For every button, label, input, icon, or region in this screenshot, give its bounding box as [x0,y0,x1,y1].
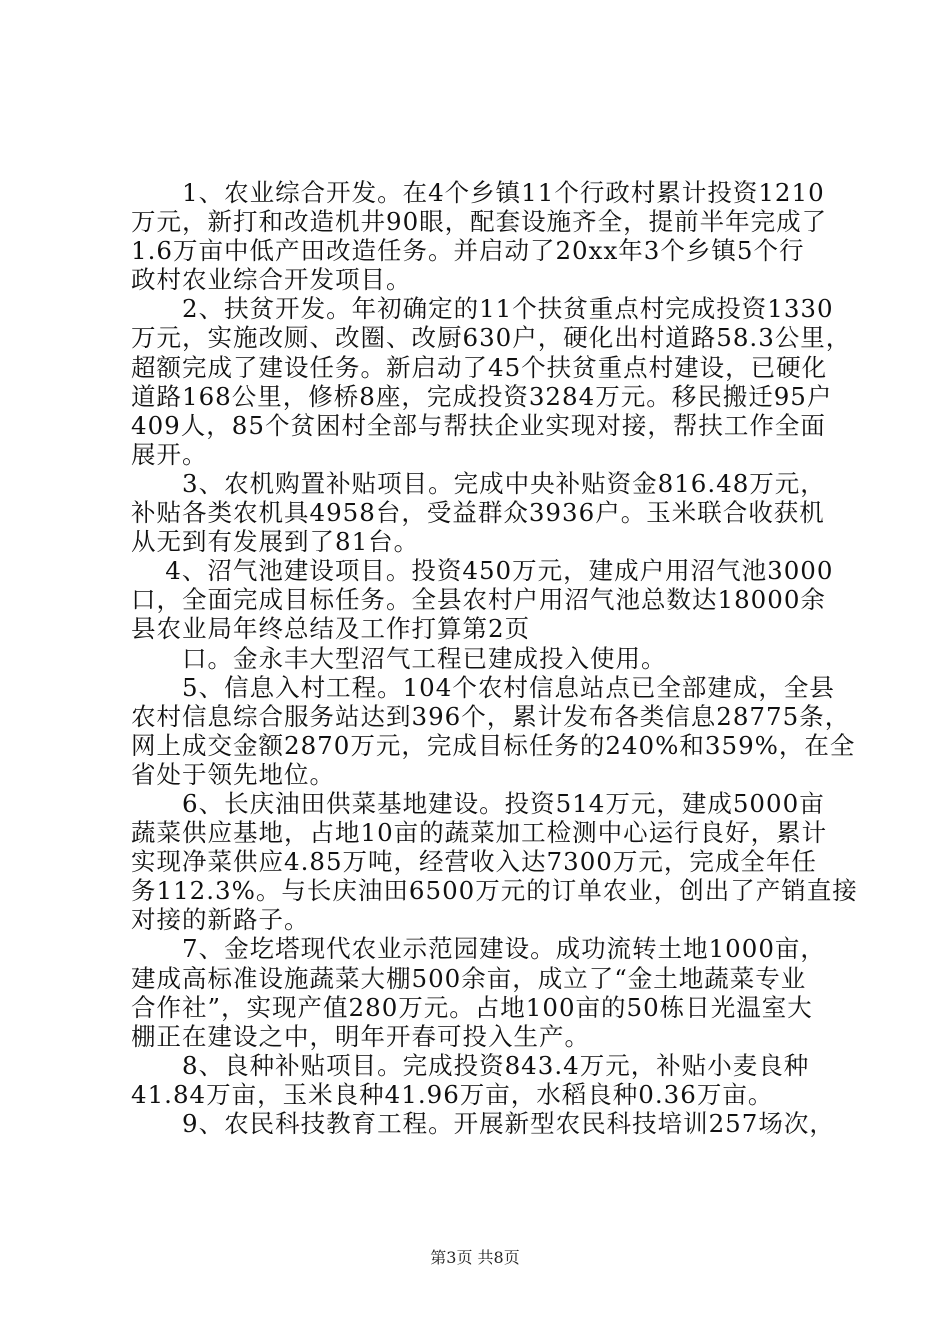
text-line: 1、农业综合开发。在4个乡镇11个行政村累计投资1210 [131,178,825,207]
text-line: 409人，85个贫困村全部与帮扶企业实现对接，帮扶工作全面 [131,410,826,440]
text-line: 补贴各类农机具4958台，受益群众3936户。玉米联合收获机 [131,498,825,528]
text-line: 9、农民科技教育工程。开展新型农民科技培训257场次， [131,1109,835,1138]
text-line: 口，全面完成目标任务。全县农村户用沼气池总数达18000余 [131,585,826,615]
text-line: 网上成交金额2870万元，完成目标任务的240%和359%，在全 [131,730,856,760]
text-line: 7、金圪塔现代农业示范园建设。成功流转土地1000亩， [131,934,826,964]
document-body [131,178,858,1138]
text-line: 口。金永丰大型沼气工程已建成投入使用。 [131,643,667,673]
text-line: 道路168公里，修桥8座，完成投资3284万元。移民搬迁95户 [131,381,833,411]
text-line: 政村农业综合开发项目。 [131,265,412,295]
text-line: 3、农机购置补贴项目。完成中央补贴资金816.48万元， [131,468,826,498]
text-line: 41.84万亩，玉米良种41.96万亩，水稻良种0.36万亩。 [131,1079,774,1109]
text-line: 4、沼气池建设项目。投资450万元，建成户用沼气池3000 [131,556,834,586]
text-line: 从无到有发展到了81台。 [131,527,420,557]
text-line: 万元，新打和改造机井90眼，配套设施齐全，提前半年完成了 [131,207,828,237]
text-line: 8、良种补贴项目。完成投资843.4万元，补贴小麦良种 [131,1050,810,1080]
text-line: 展开。 [131,439,208,469]
text-line: 2、扶贫开发。年初确定的11个扶贫重点村完成投资1330 [131,294,834,324]
text-line: 务112.3%。与长庆油田6500万元的订单农业，创出了产销直接 [131,876,858,906]
text-line: 6、长庆油田供菜基地建设。投资514万元，建成5000亩 [131,788,825,818]
page-footer: 第3页 共8页 [430,1248,520,1267]
text-line: 合作社”，实现产值280万元。占地100亩的50栋日光温室大 [131,992,813,1022]
text-line: 5、信息入村工程。104个农村信息站点已全部建成，全县 [131,672,835,702]
text-line: 超额完成了建设任务。新启动了45个扶贫重点村建设，已硬化 [131,352,828,382]
text-line: 棚正在建设之中，明年开春可投入生产。 [131,1021,590,1051]
text-line: 1.6万亩中低产田改造任务。并启动了20xx年3个乡镇5个行 [131,236,805,266]
text-line: 实现净菜供应4.85万吨，经营收入达7300万元，完成全年任 [131,847,817,877]
text-line: 县农业局年终总结及工作打算第2页 [131,614,531,644]
text-line: 万元，实施改厕、改圈、改厨630户，硬化出村道路58.3公里， [131,323,852,353]
text-line: 对接的新路子。 [131,905,310,935]
text-line: 建成高标准设施蔬菜大棚500余亩，成立了“金土地蔬菜专业 [131,963,807,993]
text-line: 省处于领先地位。 [131,759,335,789]
text-line: 蔬菜供应基地，占地10亩的蔬菜加工检测中心运行良好，累计 [131,818,828,848]
text-line: 农村信息综合服务站达到396个，累计发布各类信息28775条， [131,701,851,731]
